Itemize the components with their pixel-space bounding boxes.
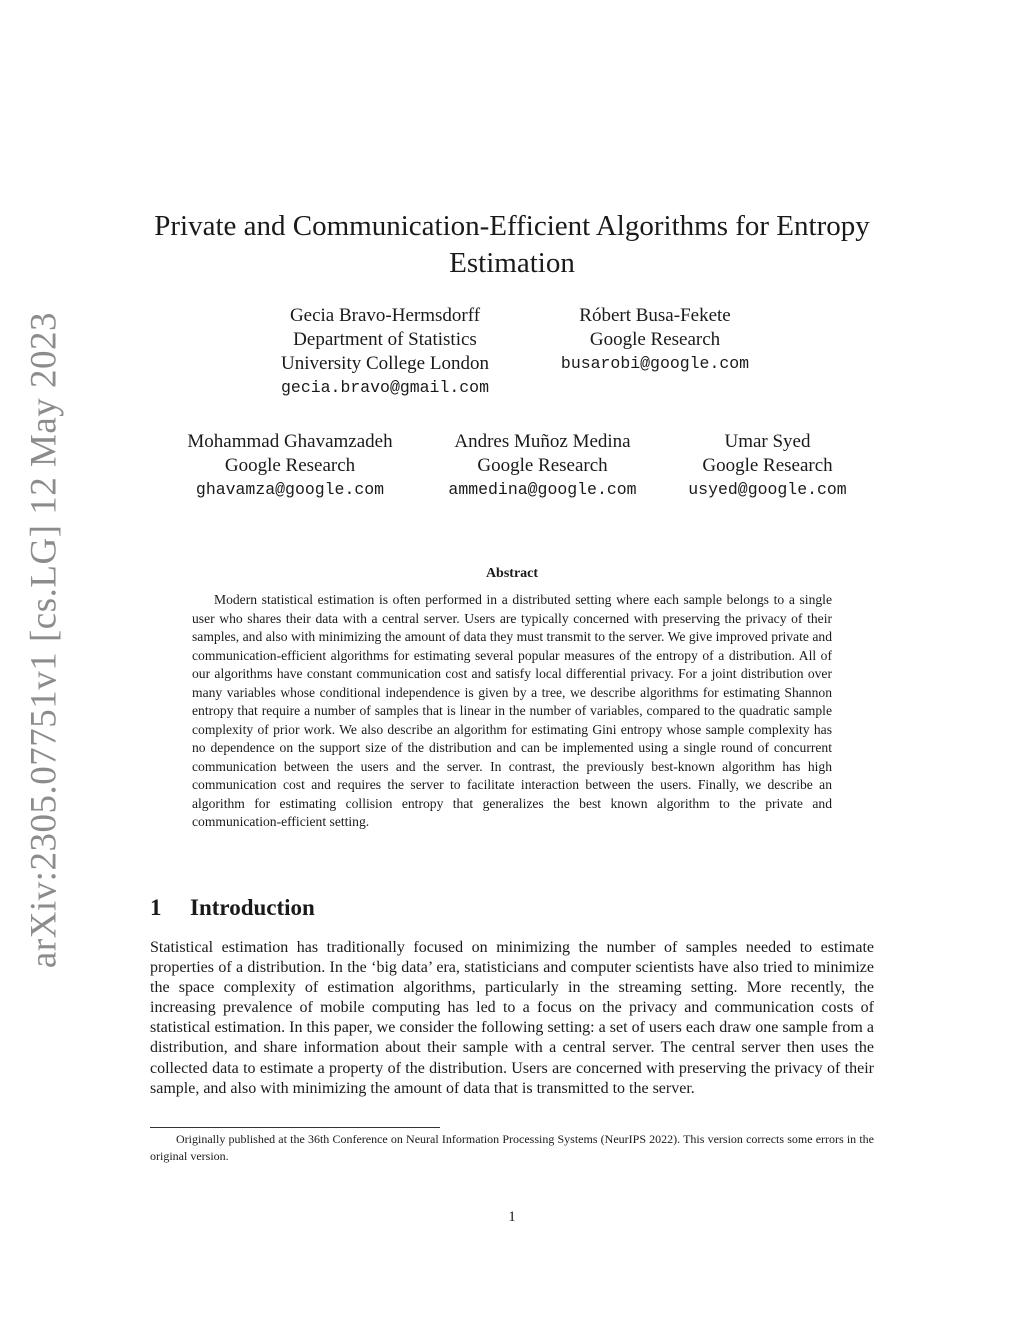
author-email: usyed@google.com — [688, 480, 847, 499]
footnote-text: Originally published at the 36th Conference on Neural Information Processing Systems (NeurIPS 2022). This version corrects some errors in the original version. — [150, 1132, 874, 1163]
abstract-text: Modern statistical estimation is often performed in a distributed setting where each sample belongs to a single user who shares their data with a central server. Users are typically concerned with preserving the privacy of their samples, and also with minimizing the amount of data they must transmit to the server. We give improved private and communication-efficient algorithms for estimating several popular measures of the entropy of a distribution. All of our algorithms have constant communication cost and satisfy local differential privacy. For a joint distribution over many variables whose conditional independence is given by a tree, we describe algorithms for estimating Shannon entropy that require a number of samples that is linear in the number of variables, compared to the quadratic sample complexity of prior work. We also describe an algorithm for estimating Gini entropy whose sample complexity has no dependence on the support size of the distribution and can be implemented using a single round of concurrent communication between the users and the server. In contrast, the previously best-known algorithm has high communication cost and requires the server to facilitate interaction between the users. Finally, we describe an algorithm for estimating collision entropy that generalizes the best known algorithm to the private and communication-efficient setting. — [192, 592, 832, 829]
author-email: gecia.bravo@gmail.com — [281, 378, 489, 397]
author-block — [430, 430, 655, 502]
author-affiliation: Google Research — [477, 455, 608, 476]
author-affiliation: Google Research — [224, 455, 356, 476]
author-affiliation: Google Research — [589, 329, 721, 350]
author-block — [160, 430, 420, 502]
introduction-paragraph: Statistical estimation has traditionally focused on minimizing the number of samples needed to estimate properties of a distribution. In the ‘big data’ era, statisticians and computer scientists have also tried to minimize the space complexity of estimation algorithms, particularly in the streaming setting. More recently, the increasing prevalence of mobile computing has led to a focus on the privacy and communication costs of statistical estimation. In this paper, we consider the following setting: a set of users each draw one sample from a distribution, and share information about their sample with a central server. The central server then uses the collected data to estimate a property of the distribution. Users are concerned with preserving the privacy of their sample, and also with minimizing the amount of data that is transmitted to the server. — [150, 939, 874, 1097]
author-block — [540, 304, 770, 376]
section-number: 1 — [150, 895, 162, 920]
author-affiliation: Google Research — [702, 455, 833, 476]
author-affiliation: Department of Statistics — [293, 329, 477, 350]
section-title: Introduction — [190, 895, 315, 920]
author-email: ammedina@google.com — [448, 480, 637, 499]
author-email: busarobi@google.com — [560, 354, 750, 373]
arxiv-identifier-stamp: arXiv:2305.07751v1 [cs.LG] 12 May 2023 — [23, 311, 65, 969]
paper-title: Private and Communication-Efficient Algorithms for Entropy Estimation — [154, 210, 870, 279]
author-name: Andres Muñoz Medina — [454, 431, 631, 452]
author-block — [250, 304, 520, 400]
section-heading — [150, 895, 315, 921]
author-email: ghavamza@google.com — [195, 480, 385, 499]
author-name: Mohammad Ghavamzadeh — [187, 431, 393, 452]
author-block — [670, 430, 865, 502]
author-affiliation-secondary: University College London — [281, 353, 489, 374]
author-name: Róbert Busa-Fekete — [579, 305, 731, 326]
footnote-divider — [150, 1127, 440, 1128]
abstract-heading: Abstract — [485, 566, 539, 581]
page-number: 1 — [508, 1209, 516, 1225]
author-name: Gecia Bravo-Hermsdorff — [289, 305, 481, 326]
author-name: Umar Syed — [724, 431, 811, 452]
